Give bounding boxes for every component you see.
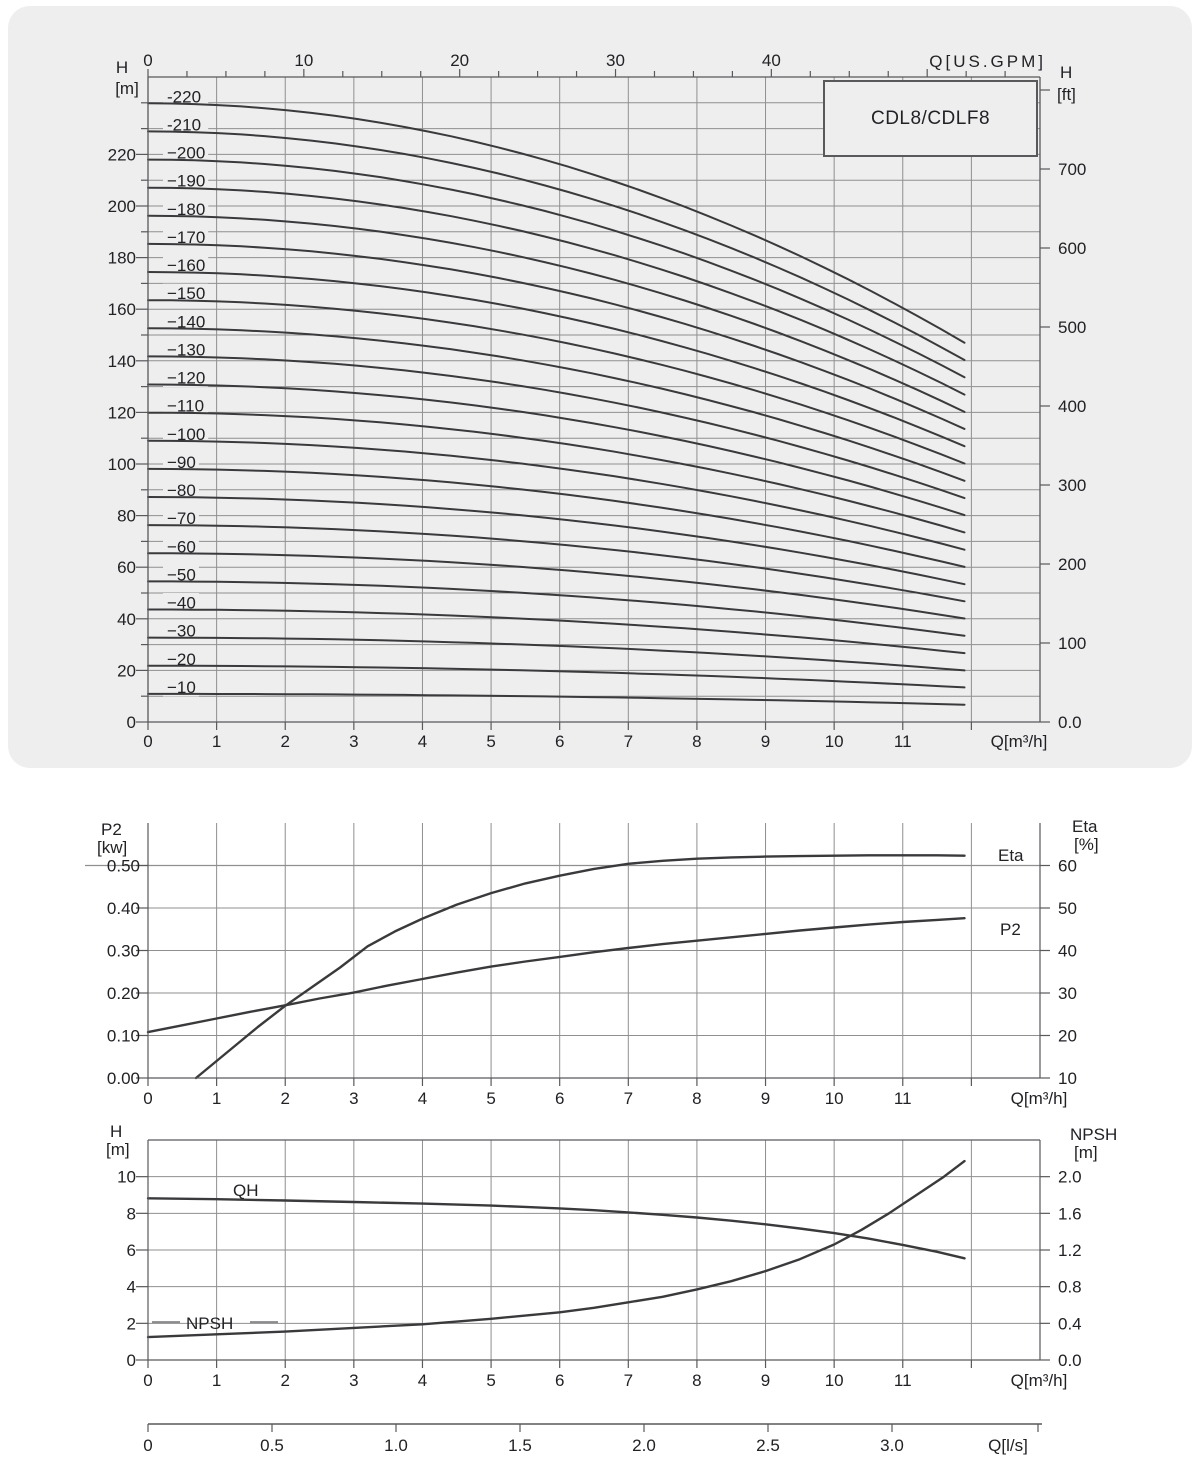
y-tick-label-npsh: 0.4 <box>1058 1314 1082 1334</box>
y-tick-label-h: 6 <box>126 1241 136 1260</box>
y-tick-label-ft: 600 <box>1058 239 1087 258</box>
series-Eta <box>196 855 965 1078</box>
series-labels <box>152 1181 278 1333</box>
y-tick-label-m: 60 <box>117 558 136 578</box>
x-tick-label: 3 <box>349 1371 359 1390</box>
series-QH <box>148 1198 965 1258</box>
gpm-tick-label: 10 <box>294 51 314 70</box>
curve-label: −10 <box>167 677 196 697</box>
y-axis-title-h: H <box>110 1122 123 1141</box>
curve-label: -210 <box>167 115 202 135</box>
curve-label: −160 <box>167 256 206 276</box>
power-efficiency-chart <box>85 817 1099 1108</box>
y-tick-label-npsh: 2.0 <box>1058 1167 1082 1187</box>
curve-label: −170 <box>167 227 206 247</box>
curve-label: −190 <box>167 171 206 191</box>
x-tick-label: 7 <box>623 1089 634 1108</box>
x-tick-label: 5 <box>486 1371 496 1390</box>
curve-label: −20 <box>167 649 196 669</box>
y-tick-label-m: 140 <box>107 351 136 371</box>
x-tick-label: 5 <box>486 732 496 751</box>
curve-label: −100 <box>167 424 206 444</box>
ls-tick-label: 0.5 <box>260 1436 284 1455</box>
x-axis-title: Q[m³/h] <box>1010 1089 1068 1108</box>
curve-label: −30 <box>167 621 196 641</box>
y-tick-label-npsh: 0.8 <box>1058 1277 1082 1297</box>
y-tick-label-eta: 20 <box>1058 1026 1077 1046</box>
ls-axis-title: Q[l/s] <box>988 1436 1028 1455</box>
grid <box>85 823 1040 1078</box>
y-axis-left <box>106 1122 148 1370</box>
curve-label: −130 <box>167 340 206 360</box>
x-tick-label: 4 <box>417 1371 428 1390</box>
ls-tick-label: 1.0 <box>384 1436 408 1455</box>
y-tick-label-m: 200 <box>107 197 136 216</box>
y-axis-title-h-ft: H <box>1060 63 1073 82</box>
y-tick-label-m: 220 <box>107 145 136 165</box>
flow-scale-ls <box>143 1424 1042 1455</box>
y-tick-label-kw: 0.40 <box>106 899 140 918</box>
curve-label: −200 <box>167 143 206 163</box>
label-eta: Eta <box>998 846 1024 865</box>
label-p2: P2 <box>1000 920 1021 939</box>
y-axis-right <box>1040 817 1099 1088</box>
y-tick-label-m: 80 <box>117 506 136 526</box>
y-tick-label-m: 0 <box>126 713 136 732</box>
series-P2 <box>148 918 965 1032</box>
curve-label: −70 <box>167 509 196 529</box>
y-tick-label-kw: 0.20 <box>106 984 140 1003</box>
ls-tick-label: 0 <box>143 1436 153 1455</box>
y-axis-title-m2: [m] <box>1074 1143 1098 1162</box>
y-tick-label-eta: 10 <box>1058 1069 1077 1088</box>
y-tick-label-m: 160 <box>107 300 136 320</box>
y-tick-label-kw: 0.30 <box>106 941 140 961</box>
x-axis-bottom <box>143 1360 1067 1390</box>
x-tick-label: 11 <box>893 1371 912 1390</box>
x-tick-label: 2 <box>280 732 290 751</box>
x-tick-label: 4 <box>417 1089 428 1108</box>
x-axis-title: Q[m³/h] <box>990 732 1048 751</box>
y-tick-label-eta: 50 <box>1058 899 1077 918</box>
model-title-box <box>823 80 1038 157</box>
y-axis-left <box>97 820 148 1088</box>
label-npsh: NPSH <box>186 1314 234 1333</box>
x-tick-label: 4 <box>417 732 428 751</box>
x-tick-label: 10 <box>824 1089 844 1108</box>
model-title: CDL8/CDLF8 <box>870 107 991 129</box>
y-axis-title-p2: P2 <box>101 820 122 839</box>
grid <box>148 1140 1040 1360</box>
y-axis-title-kw: [kw] <box>97 838 128 857</box>
y-axis-title-npsh: NPSH <box>1070 1125 1118 1144</box>
ls-tick-label: 1.5 <box>508 1436 532 1455</box>
y-tick-label-npsh: 0.0 <box>1058 1351 1082 1370</box>
curve-label: −150 <box>167 284 206 304</box>
y-tick-label-m: 120 <box>107 403 136 423</box>
x-tick-label: 1 <box>211 1089 222 1108</box>
y-axis-title-pct: [%] <box>1074 835 1099 854</box>
curve-label: −90 <box>167 452 196 472</box>
x-tick-label: 6 <box>554 1089 565 1108</box>
y-tick-label-ft: 400 <box>1058 397 1087 416</box>
y-tick-label-ft: 700 <box>1058 160 1087 179</box>
x-tick-label: 1 <box>211 732 222 751</box>
x-tick-label: 0 <box>143 1089 153 1108</box>
gpm-tick-label: 0 <box>143 51 153 70</box>
x-tick-label: 9 <box>760 1089 771 1108</box>
y-tick-label-eta: 30 <box>1058 984 1077 1003</box>
x-tick-label: 7 <box>623 1371 634 1390</box>
ls-tick-label: 2.5 <box>756 1436 780 1455</box>
x-axis-title: Q[m³/h] <box>1010 1371 1068 1390</box>
x-axis-top-title: Q[US.GPM] <box>929 52 1046 71</box>
y-axis-right <box>1040 1125 1117 1370</box>
curve-label: -220 <box>167 87 202 107</box>
ls-tick-label: 2.0 <box>632 1436 656 1455</box>
x-tick-label: 1 <box>211 1371 222 1390</box>
y-tick-label-npsh: 1.6 <box>1058 1204 1082 1224</box>
curve-label: −50 <box>167 565 196 585</box>
curve-label: −180 <box>167 199 206 219</box>
y-axis-title-m: [m] <box>106 1140 130 1159</box>
label-qh: QH <box>233 1181 259 1200</box>
y-tick-label-h: 4 <box>126 1277 136 1297</box>
x-axis-bottom <box>143 1078 1067 1108</box>
gpm-tick-label: 30 <box>606 51 625 70</box>
qh-npsh-chart <box>106 1122 1117 1390</box>
x-tick-label: 6 <box>554 732 565 751</box>
y-tick-label-kw: 0.00 <box>106 1069 140 1088</box>
y-tick-label-ft: 200 <box>1058 555 1087 574</box>
y-tick-label-eta: 60 <box>1058 856 1077 876</box>
x-tick-label: 2 <box>280 1371 290 1390</box>
y-tick-label-h: 10 <box>117 1167 136 1187</box>
curve-label: −120 <box>167 368 206 388</box>
x-tick-label: 5 <box>486 1089 496 1108</box>
series-labels <box>998 846 1024 939</box>
y-tick-label-ft: 100 <box>1058 634 1087 653</box>
y-tick-label-h: 2 <box>126 1314 136 1334</box>
y-axis-title-eta: Eta <box>1072 817 1098 836</box>
y-tick-label-m: 180 <box>107 248 136 268</box>
curve-label: −80 <box>167 481 196 501</box>
x-tick-label: 3 <box>349 1089 359 1108</box>
x-tick-label: 8 <box>692 1089 702 1108</box>
curve-label: −40 <box>167 593 196 613</box>
y-tick-label-kw: 0.50 <box>106 856 140 876</box>
x-tick-label: 3 <box>349 732 359 751</box>
y-tick-label-eta: 40 <box>1058 941 1077 961</box>
y-tick-label-kw: 0.10 <box>106 1026 140 1046</box>
x-tick-label: 7 <box>623 732 634 751</box>
y-tick-label-ft: 300 <box>1058 476 1087 495</box>
x-tick-label: 10 <box>824 732 844 751</box>
y-axis-title-h: H <box>115 58 129 77</box>
y-tick-label-h: 8 <box>126 1204 136 1224</box>
y-axis-title-m: [m] <box>115 79 139 98</box>
series-NPSH <box>148 1161 965 1337</box>
x-tick-label: 0 <box>143 732 153 751</box>
y-axis-title-ft: [ft] <box>1057 85 1076 104</box>
x-tick-label: 11 <box>893 1089 912 1108</box>
curve-label: −110 <box>167 396 205 416</box>
curve-label: −60 <box>167 537 196 557</box>
gpm-tick-label: 40 <box>761 51 781 70</box>
series-curves <box>148 855 965 1078</box>
x-tick-label: 9 <box>760 732 771 751</box>
y-tick-label-ft: 0.0 <box>1058 713 1082 732</box>
x-tick-label: 8 <box>692 732 702 751</box>
ls-tick-label: 3.0 <box>880 1436 904 1455</box>
y-tick-label-m: 100 <box>107 455 136 474</box>
x-tick-label: 6 <box>554 1371 565 1390</box>
y-tick-label-m: 40 <box>117 609 136 629</box>
y-tick-label-npsh: 1.2 <box>1058 1241 1082 1260</box>
x-tick-label: 11 <box>893 732 912 751</box>
x-tick-label: 9 <box>760 1371 771 1390</box>
y-tick-label-h: 0 <box>126 1351 136 1370</box>
x-tick-label: 2 <box>280 1089 290 1108</box>
series-curves <box>148 1161 965 1337</box>
x-tick-label: 8 <box>692 1371 702 1390</box>
y-tick-label-ft: 500 <box>1058 318 1087 337</box>
x-tick-label: 10 <box>824 1371 844 1390</box>
x-tick-label: 0 <box>143 1371 153 1390</box>
gpm-tick-label: 20 <box>450 51 470 70</box>
curve-label: −140 <box>167 312 206 332</box>
y-tick-label-m: 20 <box>117 661 136 681</box>
